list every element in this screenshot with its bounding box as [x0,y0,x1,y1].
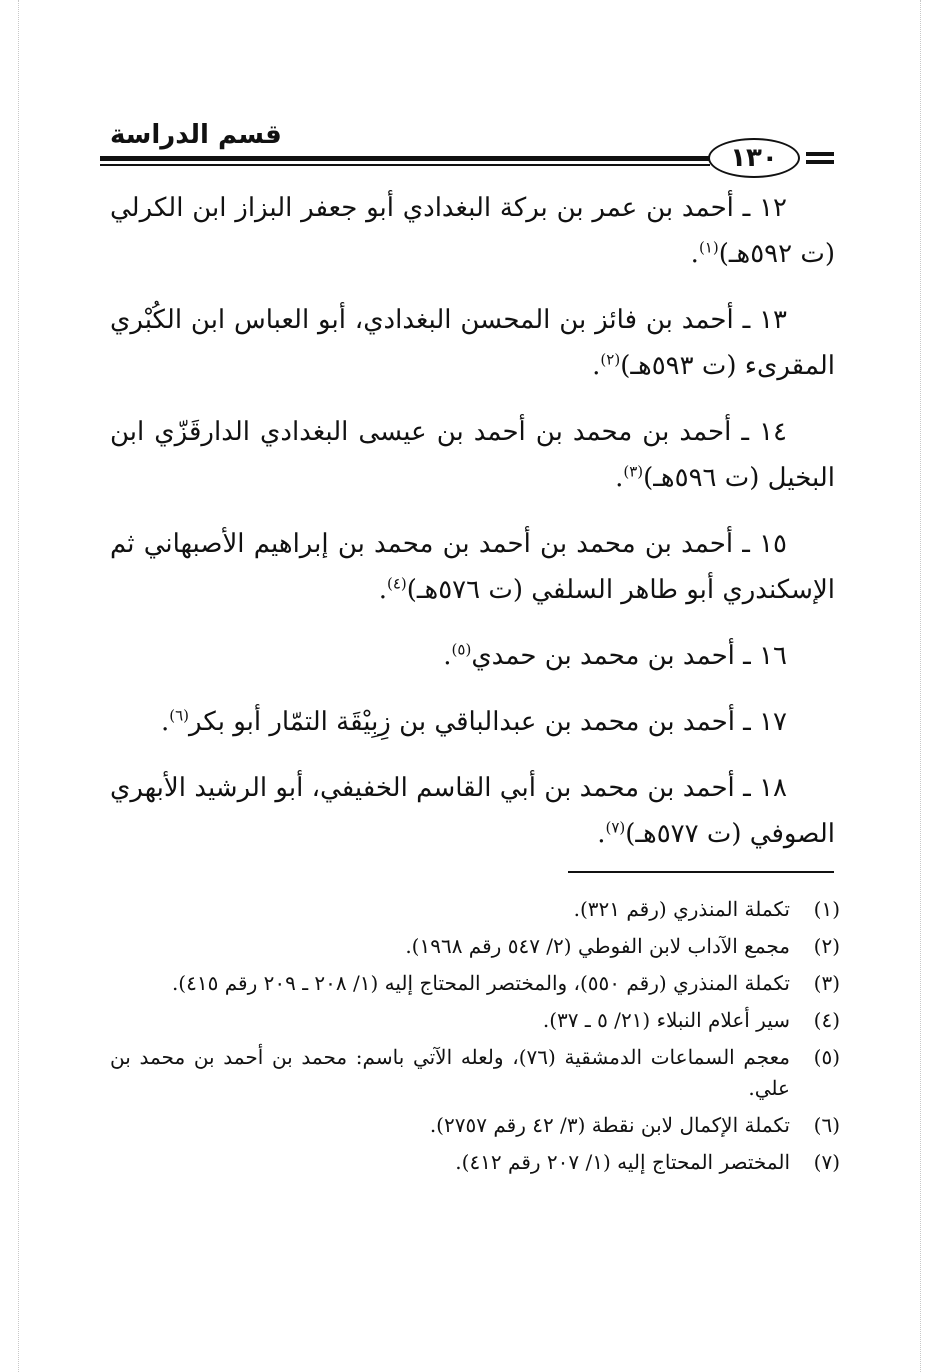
entry-item: ١٤ ـ أحمد بن محمد بن أحمد بن عيسى البغدادي الدارقَزّي ابن البخيل (ت ٥٩٦هـ)$^{(٣)}$. [110,417,835,493]
main-text [110,185,835,877]
entry-item: ١٥ ـ أحمد بن محمد بن أحمد بن محمد بن إبراهيم الأصبهاني ثم الإسكندري أبو طاهر السلفي (ت ٥٧٦هـ)$^{(٤)}$. [110,529,835,605]
entry-text: ١٨ ـ أحمد بن محمد بن أبي القاسم الخفيفي، أبو الرشيد الأبهري الصوفي (ت ٥٧٧هـ) [110,773,835,849]
entry-text: ١٢ ـ أحمد بن عمر بن بركة البغدادي أبو جعفر البزاز ابن الكرلي (ت ٥٩٢هـ) [110,193,835,269]
footnote-item [110,1005,840,1036]
page-header [100,118,840,178]
footnote-item [110,1110,840,1141]
footnotes [110,894,840,1184]
footnote-text: معجم السماعات الدمشقية (٧٦)، ولعله الآتي باسم: محمد بن أحمد بن محمد بن علي. [110,1045,790,1100]
footnote-number: (٥) [813,1045,840,1069]
entry-text: ١٥ ـ أحمد بن محمد بن أحمد بن محمد بن إبراهيم الأصبهاني ثم الإسكندري أبو طاهر السلفي (ت ٥٧٦هـ) [110,529,835,605]
footnote-number: (٧) [813,1150,840,1174]
footnote-item [110,894,840,925]
footnote-ref: (٥) [451,640,472,659]
footnote-text: المختصر المحتاج إليه (١/ ٢٠٧ رقم ٤١٢). [455,1150,790,1174]
footnote-separator [568,871,834,873]
entry-item: ١٢ ـ أحمد بن عمر بن بركة البغدادي أبو جعفر البزاز ابن الكرلي (ت ٥٩٢هـ)$^{(١)}$. [110,193,835,269]
scan-edge-line [18,0,20,1372]
header-rule-thick [100,156,710,161]
footnote-ref: (٣) [623,462,644,481]
header-ornament-bars [806,152,834,168]
footnote-number: (٢) [813,934,840,958]
entry-item: ١٣ ـ أحمد بن فائز بن المحسن البغدادي، أبو العباس ابن الكُبْري المقرىء (ت ٥٩٣هـ)$^{(٢)}$. [110,305,835,381]
entry-text: ١٣ ـ أحمد بن فائز بن المحسن البغدادي، أبو العباس ابن الكُبْري المقرىء (ت ٥٩٣هـ) [110,305,835,381]
footnote-ref: (٧) [605,818,626,837]
footnote-text: تكملة المنذري (رقم ٥٥٠)، والمختصر المحتاج إليه (١/ ٢٠٨ ـ ٢٠٩ رقم ٤١٥). [171,971,790,995]
footnote-ref: (٢) [600,350,621,369]
footnote-number: (٦) [813,1113,840,1137]
entry-text: ١٤ ـ أحمد بن محمد بن أحمد بن عيسى البغدادي الدارقَزّي ابن البخيل (ت ٥٩٦هـ) [110,417,835,493]
entry-text: ١٧ ـ أحمد بن محمد بن عبدالباقي بن زِبِيْقَة التمّار أبو بكر [189,707,787,737]
header-rule-thin [100,164,710,166]
footnote-ref: (١) [698,238,719,257]
footnote-ref: (٦) [169,706,189,725]
footnote-number: (٣) [813,971,840,995]
entry-item: ١٨ ـ أحمد بن محمد بن أبي القاسم الخفيفي، أبو الرشيد الأبهري الصوفي (ت ٥٧٧هـ)$^{(٧)}$. [110,773,835,849]
footnote-number: (١) [813,897,840,921]
entry-text: ١٦ ـ أحمد بن محمد بن حمدي [471,641,787,671]
footnote-item [110,968,840,999]
footnote-text: مجمع الآداب لابن الفوطي (٢/ ٥٤٧ رقم ١٩٦٨). [405,934,790,958]
footnote-text: تكملة المنذري (رقم ٣٢١). [573,897,790,921]
page-number: ١٣٠ [708,138,800,178]
footnote-text: تكملة الإكمال لابن نقطة (٣/ ٤٢ رقم ٢٧٥٧). [429,1113,790,1137]
scan-edge-line [920,0,922,1372]
section-title: قسم الدراسة [110,120,282,150]
entry-item: ١٧ ـ أحمد بن محمد بن عبدالباقي بن زِبِيْقَة التمّار أبو بكر$^{(٦)}$. [160,706,787,737]
footnote-number: (٤) [813,1008,840,1032]
footnote-text: سير أعلام النبلاء (٢١/ ٥ ـ ٣٧). [542,1008,790,1032]
entry-item: ١٦ ـ أحمد بن محمد بن حمدي$^{(٥)}$. [443,640,787,671]
footnote-ref: (٤) [386,574,407,593]
footnote-item [110,1042,840,1104]
footnote-item [110,1147,840,1178]
footnote-item [110,931,840,962]
